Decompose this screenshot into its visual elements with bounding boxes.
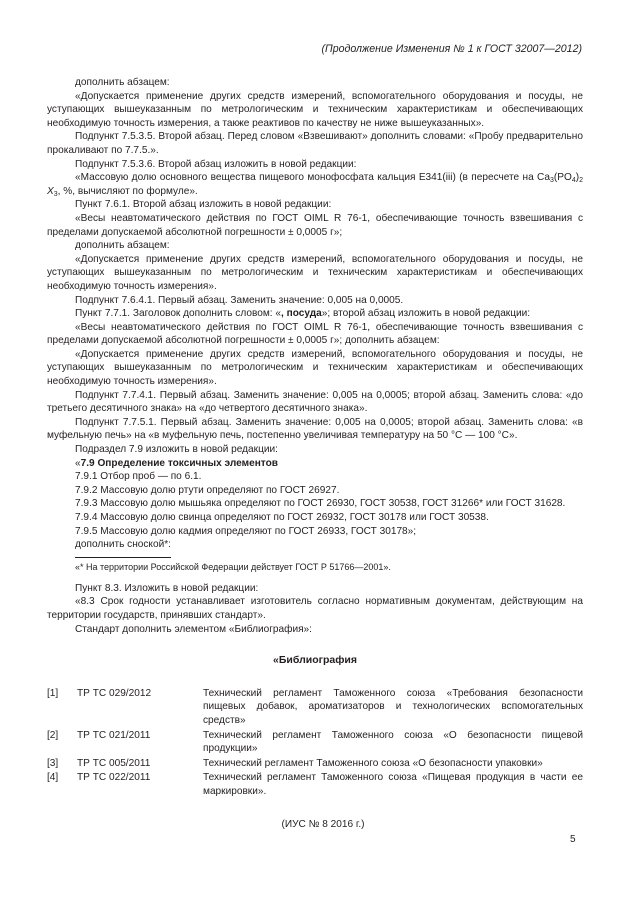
text-run: (PO: [553, 172, 572, 184]
paragraph: «Весы неавтоматического действия по ГОСТ OIML R 76-1, обеспечивающие точность взвешивания с пределами допускаемой абсолютной погрешности ± 0,0005 г»;: [47, 212, 583, 238]
paragraph: «Допускается применение других средств измерений, вспомогательного оборудования и посуды, не уступающих вышеуказанным по метрологическим и техническим характеристикам и обеспечивающих необходимую точность измерения».: [47, 253, 583, 292]
paragraph-formula: [47, 171, 583, 198]
running-header: (Продолжение Изменения № 1 к ГОСТ 32007—2012): [321, 43, 582, 55]
paragraph: [47, 307, 583, 321]
ius-reference: (ИУС № 8 2016 г.): [281, 818, 365, 830]
paragraph: Пункт 7.6.1. Второй абзац изложить в новой редакции:: [75, 199, 332, 211]
paragraph: «Допускается применение других средств измерений, вспомогательного оборудования и посуды, не уступающих вышеуказанным по метрологическим и техническим характеристикам и обеспечивающих необходимую точность измерения, а также реактивов по качеству не ниже вышеуказанных».: [47, 90, 583, 129]
bibliography-entry: [47, 729, 583, 756]
footnote-separator: [75, 557, 171, 558]
paragraph: Подпункт 7.7.5.1. Первый абзац. Заменить значение: 0,005 на 0,0005; второй абзац. Заменить слова: «в муфельную печь» на «в муфельную печь, постепенно увеличивая температуру на 50 °С — 100 °С».: [47, 416, 583, 442]
paragraph: «Весы неавтоматического действия по ГОСТ OIML R 76-1, обеспечивающие точность взвешивания с пределами допускаемой абсолютной погрешности ± 0,0005 г»; дополнить абзацем:: [47, 321, 583, 347]
paragraph: 7.9.5 Массовую долю кадмия определяют по ГОСТ 26933, ГОСТ 30178»;: [75, 525, 417, 537]
document-body: [47, 76, 583, 831]
subscript: 4: [571, 177, 576, 185]
subscript: 2: [579, 177, 583, 185]
subscript: 3: [549, 177, 554, 185]
entry-code: ТР ТС 029/2012: [77, 687, 152, 699]
entry-code: ТР ТС 022/2011: [77, 772, 151, 784]
bold-term: , посуда: [281, 308, 322, 320]
entry-number: [3]: [47, 757, 59, 769]
entry-number: [1]: [47, 687, 59, 699]
entry-text: Технический регламент Таможенного союза «О безопасности пищевой продукции»: [203, 729, 583, 755]
paragraph: Подпункт 7.5.3.6. Второй абзац изложить в новой редакции:: [75, 158, 357, 170]
entry-text: Технический регламент Таможенного союза «Пищевая продукция в части ее маркировки».: [203, 772, 583, 797]
paragraph: 7.9.3 Массовую долю мышьяка определяют по ГОСТ 26930, ГОСТ 30538, ГОСТ 31266* или ГОСТ 31628.: [75, 498, 566, 510]
section-title: 7.9 Определение токсичных элементов: [80, 457, 278, 469]
paragraph: дополнить абзацем:: [75, 77, 170, 88]
paragraph: Подпункт 7.5.3.5. Второй абзац. Перед словом «Взвешивают» дополнить словами: «Пробу предварительно прокаливают по 7.7.5.».: [47, 131, 583, 156]
paragraph: 7.9.2 Массовую долю ртути определяют по ГОСТ 26927.: [75, 484, 340, 496]
paragraph: дополнить сноской*:: [75, 539, 171, 551]
footnote: «* На территории Российской Федерации действует ГОСТ Р 51766—2001».: [75, 561, 391, 572]
paragraph: Подпункт 7.7.4.1. Первый абзац. Заменить значение: 0,005 на 0,0005; второй абзац. Заменить слова: «до третьего десятичного знака» на «до четвертого десятичного знака».: [47, 389, 583, 415]
text-run: Пункт 7.7.1. Заголовок дополнить словом: «: [75, 308, 281, 320]
page-number: 5: [570, 834, 576, 845]
paragraph: Подраздел 7.9 изложить в новой редакции:: [75, 444, 278, 456]
text-run: ): [575, 172, 580, 184]
entry-text: Технический регламент Таможенного союза «О безопасности упаковки»: [203, 757, 543, 769]
entry-code: ТР ТС 005/2011: [77, 757, 151, 769]
paragraph: 7.9.4 Массовую долю свинца определяют по ГОСТ 26932, ГОСТ 30178 или ГОСТ 30538.: [75, 512, 489, 523]
entry-text: Технический регламент Таможенного союза «Требования безопасности пищевых добавок, ароматизаторов и технологических вспомогательных средств»: [203, 687, 583, 726]
paragraph: Подпункт 7.6.4.1. Первый абзац. Заменить значение: 0,005 на 0,0005.: [75, 294, 404, 306]
section-heading: [47, 457, 583, 471]
text-run: »; второй абзац изложить в новой редакции:: [321, 308, 531, 320]
text-run: «: [75, 457, 81, 469]
paragraph: «Допускается применение других средств измерений, вспомогательного оборудования и посуды, не уступающих вышеуказанным по метрологическим и техническим характеристикам и обеспечивающих необходимую точность измерения».: [47, 348, 583, 388]
bibliography-entry: [47, 757, 583, 771]
entry-number: [4]: [47, 772, 59, 784]
bibliography-entry: [47, 687, 583, 728]
text-run: «Массовую долю основного вещества пищевого монофосфата кальция Е341(iii) (в пересчете на Ca: [75, 172, 550, 184]
bibliography-title: «Библиография: [273, 654, 357, 667]
variable-x: X: [47, 185, 54, 197]
paragraph: дополнить абзацем:: [75, 240, 170, 252]
paragraph: Пункт 8.3. Изложить в новой редакции:: [75, 582, 259, 594]
bibliography-list: [47, 687, 583, 799]
subscript: 3: [53, 190, 58, 198]
paragraph: 7.9.1 Отбор проб — по 6.1.: [75, 471, 202, 483]
paragraph: «8.3 Срок годности устанавливает изготовитель согласно нормативным документам, действующим на территории государств, принявших стандарт».: [47, 596, 583, 621]
entry-code: ТР ТС 021/2011: [77, 729, 151, 741]
entry-number: [2]: [47, 729, 59, 741]
paragraph: Стандарт дополнить элементом «Библиография»:: [75, 623, 312, 635]
bibliography-entry: [47, 771, 583, 798]
text-run: , %, вычисляют по формуле».: [57, 185, 198, 197]
